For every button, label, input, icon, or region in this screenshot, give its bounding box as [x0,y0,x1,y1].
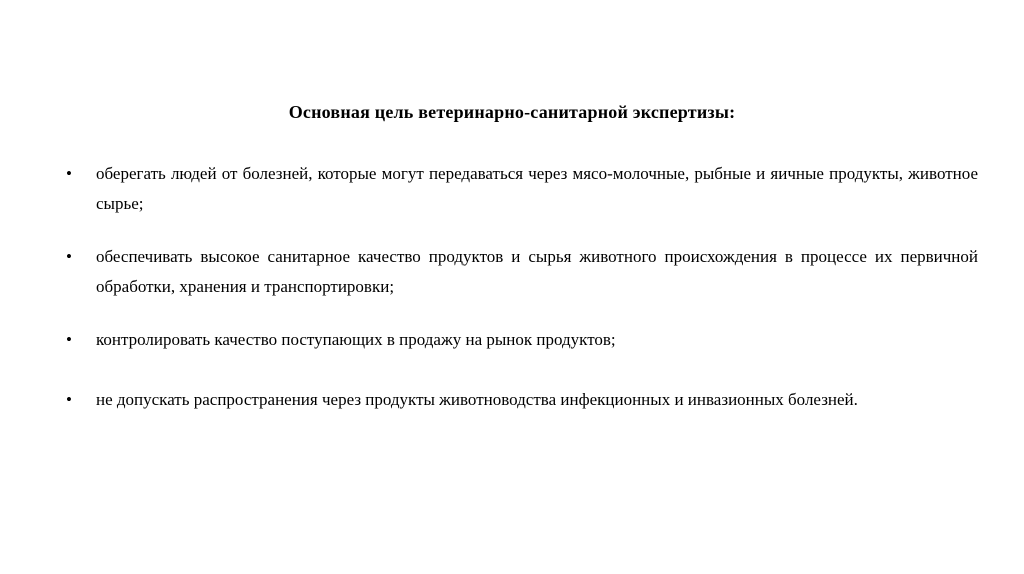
bullet-text: обеспечивать высокое санитарное качество продуктов и сырья животного происхождения в процессе их первичной обработки, хранения и транспортировки; [96,247,978,296]
bullet-dot-icon: • [66,164,72,183]
bullet-text: не допускать распространения через продукты животноводства инфекционных и инвазионных болезней. [96,390,858,409]
list-item [66,325,978,355]
bullet-text: оберегать людей от болезней, которые могут передаваться через мясо-молочные, рыбные и яичные продукты, животное сырье; [96,164,978,213]
bullet-text: контролировать качество поступающих в продажу на рынок продуктов; [96,330,616,349]
bullet-list [0,159,1024,415]
bullet-dot-icon: • [66,330,72,349]
bullet-dot-icon: • [66,390,72,409]
page-title: Основная цель ветеринарно-санитарной экспертизы: [288,102,736,122]
list-item [66,242,978,302]
list-item [66,159,978,219]
list-item [66,385,978,415]
bullet-dot-icon: • [66,247,72,266]
